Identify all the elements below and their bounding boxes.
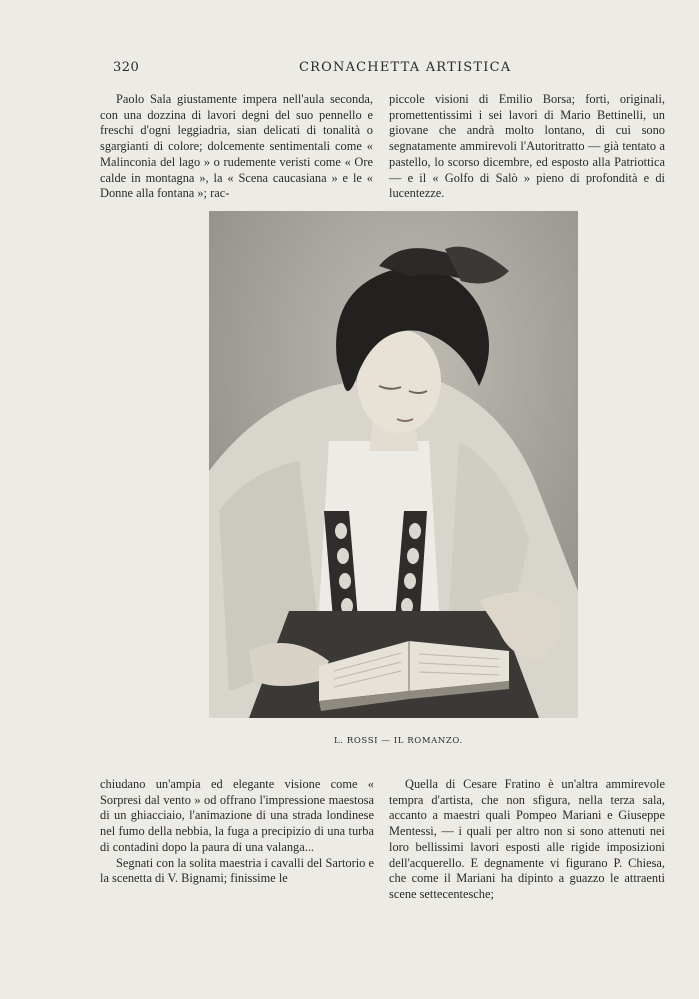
paragraph: Segnati con la solita maestria i cavalli del Sartorio e la scenetta di V. Bignami; finissime le xyxy=(100,855,374,886)
column-bottom-left xyxy=(100,777,374,887)
painting-illustration xyxy=(209,211,578,718)
column-top-right xyxy=(389,92,665,202)
paragraph: Quella di Cesare Fratino è un'altra ammirevole tempra d'artista, che non sfigura, nella terza sala, accanto a maestri quali Pompeo Mariani e Giuseppe Mentessi, — i quali per altro non si sono attenuti nei loro bellissimi lavori esposti alle rigide imposizioni dell'acquerello. E degnamente vi figurano P. Chiesa, che come il Mariani ha dipinto a guazzo le attraenti scene settecentesche; xyxy=(389,777,665,901)
running-head-title: CRONACHETTA ARTISTICA xyxy=(299,60,512,75)
column-bottom-right xyxy=(389,777,665,903)
paragraph: chiudano un'ampia ed elegante visione come « Sorpresi dal vento » od offrano l'impressione maestosa di un ghiacciaio, l'animazione di una strada londinese nel fumo della nebbia, la fuga a precipizio di una turba di contadini dopo la paura di una valanga... xyxy=(100,777,374,854)
woman-reading-picture xyxy=(209,211,578,718)
page-number: 320 xyxy=(113,60,140,75)
column-top-left xyxy=(100,92,373,202)
figure-caption: L. ROSSI — IL ROMANZO. xyxy=(334,736,463,746)
paragraph: piccole visioni di Emilio Borsa; forti, originali, promettentissimi i sei lavori di Mario Bettinelli, un giovane che andrà molto lontano, di cui sono segnatamente ammirevoli l'Autoritratto — già tentato a pastello, lo scorso dicembre, ed esposto alla Patriottica — e il « Golfo di Salò » pieno di profondità e di lucentezze. xyxy=(389,92,665,201)
paragraph: Paolo Sala giustamente impera nell'aula seconda, con una dozzina di lavori degni del suo pennello e freschi d'ogni leggiadria, sian delicati di tonalità o sgargianti di colore; dolcemente sentimentali come « Malinconia del lago » o rudemente veristi come « Ore calde in montagna », la « Scena caucasiana » e le « Donne alla fontana »; rac- xyxy=(100,92,373,201)
